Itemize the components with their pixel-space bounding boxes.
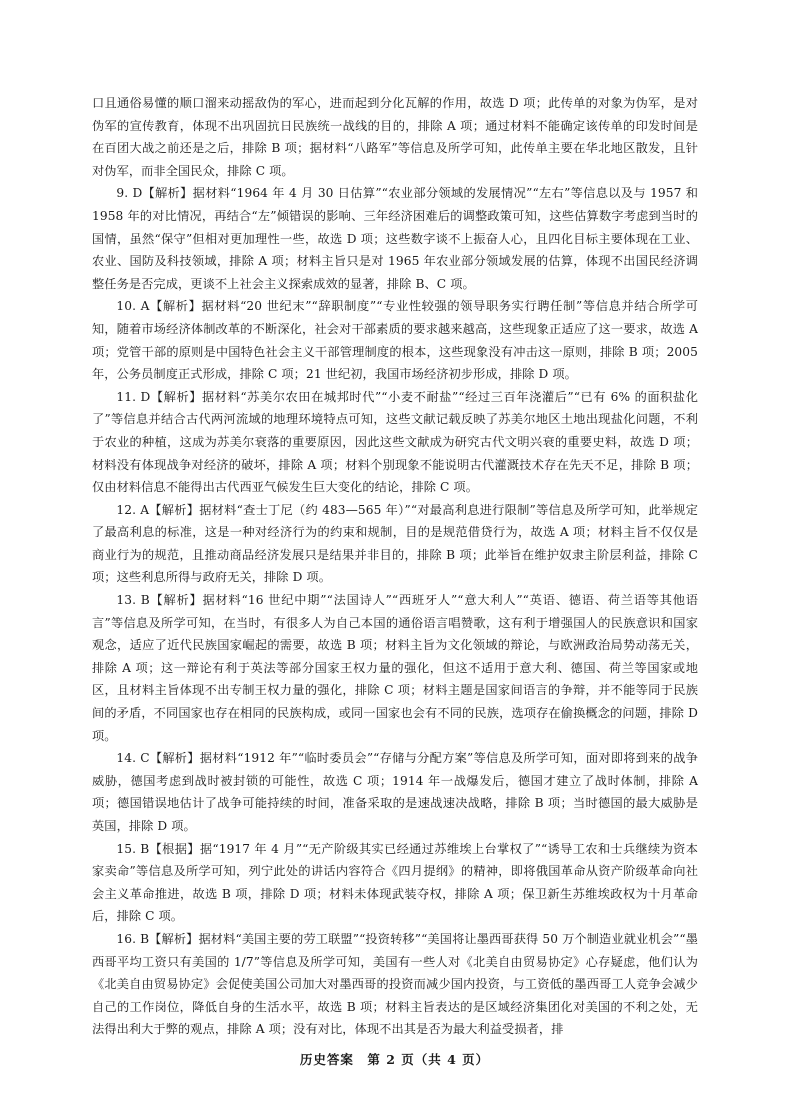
paragraph-continued-8: 口且通俗易懂的顺口溜来动摇敌伪的军心，进而起到分化瓦解的作用，故选 D 项；此传单的对象为伪军，是对伪军的宣传教育，体现不出巩固抗日民族统一战线的目的，排除 A 项；通过材料不能确定该传单的印发时间是在百团大战之前还是之后，排除 B 项；据材料“八路军”等信息及所学可知，此传单主要在华北地区散发，且针对伪军，而非全国民众，排除 C 项。 [92,96,698,178]
answer-page [92,92,698,1041]
answer-14: 14. C【解析】据材料“1912 年”“临时委员会”“存储与分配方案”等信息及所学可知，面对即将到来的战争威胁，德国考虑到战时被封锁的可能性，故选 C 项；1914 年一战爆发后，德国才建立了战时体制，排除 A 项；德国错误地估计了战争可能持续的时间，准备采取的是速战速决战略，排除 B 项；当时德国的最大威胁是英国，排除 D 项。 [92,751,698,833]
answer-16: 16. B【解析】据材料“美国主要的劳工联盟”“投资转移”“美国将让墨西哥获得 50 万个制造业就业机会”“墨西哥平均工资只有美国的 1/7”等信息及所学可知，美国有一些人对《北美自由贸易协定》心存疑虑，他们认为《北美自由贸易协定》会促使美国公司加大对墨西哥的投资而减少国内投资，与工资低的墨西哥工人竞争会减少自己的工作岗位，降低自身的生活水平，故选 B 项；材料主旨表达的是区域经济集团化对美国的不利之处，无法得出利大于弊的观点，排除 A 项；没有对比，体现不出其是否为最大利益受损者，排 [92,931,698,1037]
answer-11: 11. D【解析】据材料“苏美尔农田在城邦时代”“小麦不耐盐”“经过三百年浇灌后”“已有 6% 的面积盐化了”等信息并结合古代两河流域的地理环境特点可知，这些文献记载反映了苏美尔地区土地出现盐化问题，不利于农业的种植，这成为苏美尔衰落的重要原因，因此这些文献成为研究古代文明兴衰的重要史料，故选 D 项；材料没有体现战争对经济的破坏，排除 A 项；材料个别现象不能说明古代灌溉技术存在先天不足，排除 B 项；仅由材料信息不能得出古代西亚气候发生巨大变化的结论，排除 C 项。 [92,389,698,495]
page-footer: 历史答案 第 2 页（共 4 页） [299,1052,490,1067]
answer-13: 13. B【解析】据材料“16 世纪中期”“法国诗人”“西班牙人”“意大利人”“英语、德语、荷兰语等其他语言”等信息及所学可知，在当时，有很多人为自己本国的通俗语言唱赞歌，这有利于增强国人的民族意识和国家观念，适应了近代民族国家崛起的需要，故选 B 项；材料主旨为文化领域的辩论，与欧洲政治局势动荡无关，排除 A 项；这一辩论有利于英法等部分国家王权力量的强化，但这不适用于意大利、德国、荷兰等国家或地区，且材料主旨体现不出专制王权力量的强化，排除 C 项；材料主题是国家间语言的争辩，并不能等同于民族间的矛盾，不同国家也存在相同的民族构成，或同一国家也会有不同的民族，选项存在偷换概念的问题，排除 D 项。 [92,593,698,743]
answer-10: 10. A【解析】据材料“20 世纪末”“辞职制度”“专业性较强的领导职务实行聘任制”等信息并结合所学可知，随着市场经济体制改革的不断深化，社会对干部素质的要求越来越高，这些现象正适应了这一要求，故选 A 项；党管干部的原则是中国特色社会主义干部管理制度的根本，这些现象没有冲击这一原则，排除 B 项；2005 年，公务员制度正式形成，排除 C 项；21 世纪初，我国市场经济初步形成，排除 D 项。 [92,299,698,382]
answer-9: 9. D【解析】据材料“1964 年 4 月 30 日估算”“农业部分领域的发展情况”“左右”等信息以及与 1957 和 1958 年的对比情况，再结合“左”倾错误的影响、三年经济困难后的调整政策可知，这些估算数字考虑到当时的国情，虽然“保守”但相对更加理性一些，故选 D 项；这些数字谈不上振奋人心，且四化目标主要体现在工业、农业、国防及科技领域，排除 A 项；材料主旨只是对 1965 年农业部分领域发展的估算，体现不出国民经济调整任务是否完成，更谈不上社会主义探索成效的显著，排除 B、C 项。 [92,186,698,291]
answer-15: 15. B【根据】据“1917 年 4 月”“无产阶级其实已经通过苏维埃上台掌权了”“诱导工农和士兵继续为资本家卖命”等信息及所学可知，列宁此处的讲话内容符合《四月提纲》的精神，即将俄国革命从资产阶级革命向社会主义革命推进，故选 B 项，排除 D 项；材料未体现武装夺权，排除 A 项；保卫新生苏维埃政权为十月革命后，排除 C 项。 [92,841,698,924]
answer-12: 12. A【解析】据材料“查士丁尼（约 483—565 年）”“对最高利息进行限制”等信息及所学可知，此举规定了最高利息的标准，这是一种对经济行为的约束和规制，目的是规范借贷行为，故选 A 项；材料主旨不仅仅是商业行为的规范，且推动商品经济发展只是结果并非目的，排除 B 项；此举旨在维护奴隶主阶层利益，排除 C 项；这些利息所得与政府无关，排除 D 项。 [92,502,698,585]
